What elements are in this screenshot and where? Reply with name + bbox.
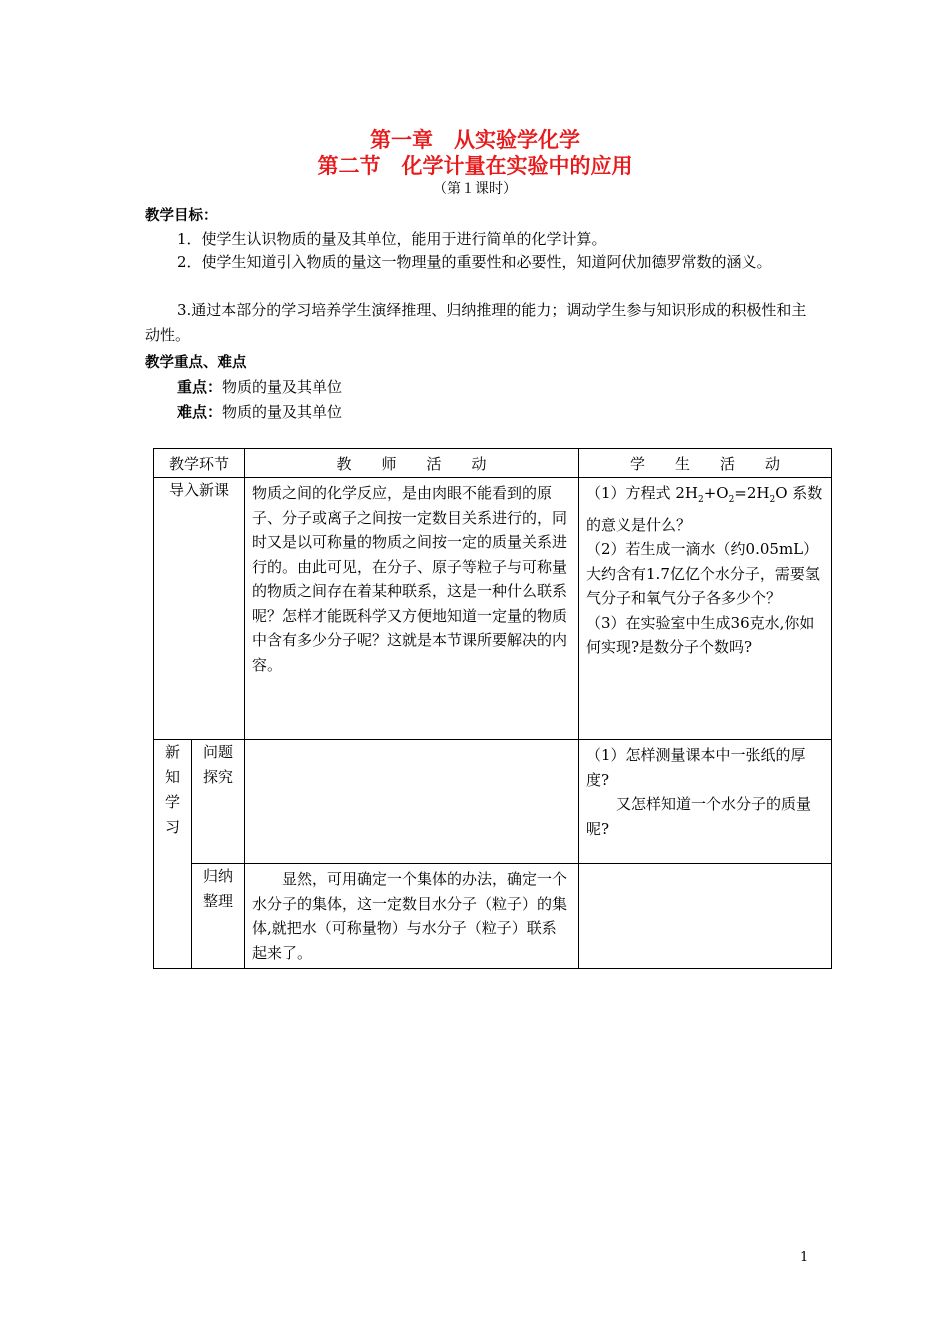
table-row [154, 740, 832, 864]
student-question-3: （3）在实验室中生成36克水,你如何实现?是数分子个数吗? [586, 613, 815, 656]
table-row [154, 478, 832, 740]
table-row [154, 864, 832, 969]
objective-item-2: 2．使学生知道引入物质的量这一物理量的重要性和必要性，知道阿伏加德罗常数的涵义。 [177, 253, 772, 271]
inquiry-teacher-cell [245, 740, 579, 864]
new-learning-stage: 新 知 学 习 [154, 740, 192, 969]
intro-student-content [579, 478, 831, 663]
intro-teacher-cell [245, 478, 579, 740]
summary-teacher-cell [245, 864, 579, 969]
objectives-heading: 教学目标： [145, 208, 218, 224]
student-question-1: （1）方程式 $2H_2+O_2=2H_2O$ 系数的意义是什么？ [586, 484, 823, 534]
lesson-subtitle: （第１课时） [433, 181, 517, 197]
intro-student-cell [579, 478, 832, 740]
key-points-heading: 教学重点、难点 [145, 355, 247, 371]
key-point-label: 重点： [177, 378, 223, 396]
key-point-text: 物质的量及其单位 [222, 378, 343, 396]
inquiry-student-content [579, 740, 831, 844]
summary-substage: 归纳 整理 [192, 864, 245, 969]
chapter-title: 第一章 从实验学化学 [370, 128, 580, 152]
header-teacher: 教 师 活 动 [245, 449, 579, 478]
table-header-row [154, 449, 832, 478]
intro-teacher-text: 物质之间的化学反应，是由肉眼不能看到的原子、分子或离子之间按一定数目关系进行的，同时又是以可称量的物质之间按一定的质量关系进行的。由此可见，在分子、原子等粒子与可称量的物质之间存在着某种联系，这是一种什么联系呢？怎样才能既科学又方便地知道一定量的物质中含有多少分子呢？这就是本节课所要解决的内容。 [252, 484, 568, 674]
key-point-line [177, 376, 342, 397]
inquiry-substage: 问题 探究 [192, 740, 245, 864]
summary-teacher-text: 显然，可用确定一个集体的办法，确定一个水分子的集体，这一定数目水分子（粒子）的集体,就把水（可称量物）与水分子（粒子）联系起来了。 [252, 870, 568, 962]
inquiry-student-cell [579, 740, 832, 864]
section-title: 第二节 化学计量在实验中的应用 [317, 154, 633, 178]
difficulty-label: 难点： [177, 403, 223, 421]
header-student: 学 生 活 动 [579, 449, 832, 478]
intro-stage: 导入新课 [154, 478, 245, 740]
inquiry-question-1: （1）怎样测量课本中一张纸的厚度? [586, 746, 806, 789]
objective-item-1: 1．使学生认识物质的量及其单位，能用于进行简单的化学计算。 [177, 230, 607, 248]
page-number: 1 [800, 1250, 809, 1265]
lesson-plan-table [153, 448, 832, 969]
summary-student-cell [579, 864, 832, 969]
difficulty-line [177, 401, 342, 422]
header-stage: 教学环节 [154, 449, 245, 478]
inquiry-question-2: 又怎样知道一个水分子的质量呢? [586, 795, 812, 838]
student-question-2: （2）若生成一滴水（约0.05mL）大约含有1.7亿亿个水分子，需要氢气分子和氧气分子各多少个？ [586, 540, 820, 607]
objective-item-3: 3.通过本部分的学习培养学生演绎推理、归纳推理的能力；调动学生参与知识形成的积极性和主动性。 [145, 301, 807, 344]
difficulty-text: 物质的量及其单位 [222, 403, 343, 421]
